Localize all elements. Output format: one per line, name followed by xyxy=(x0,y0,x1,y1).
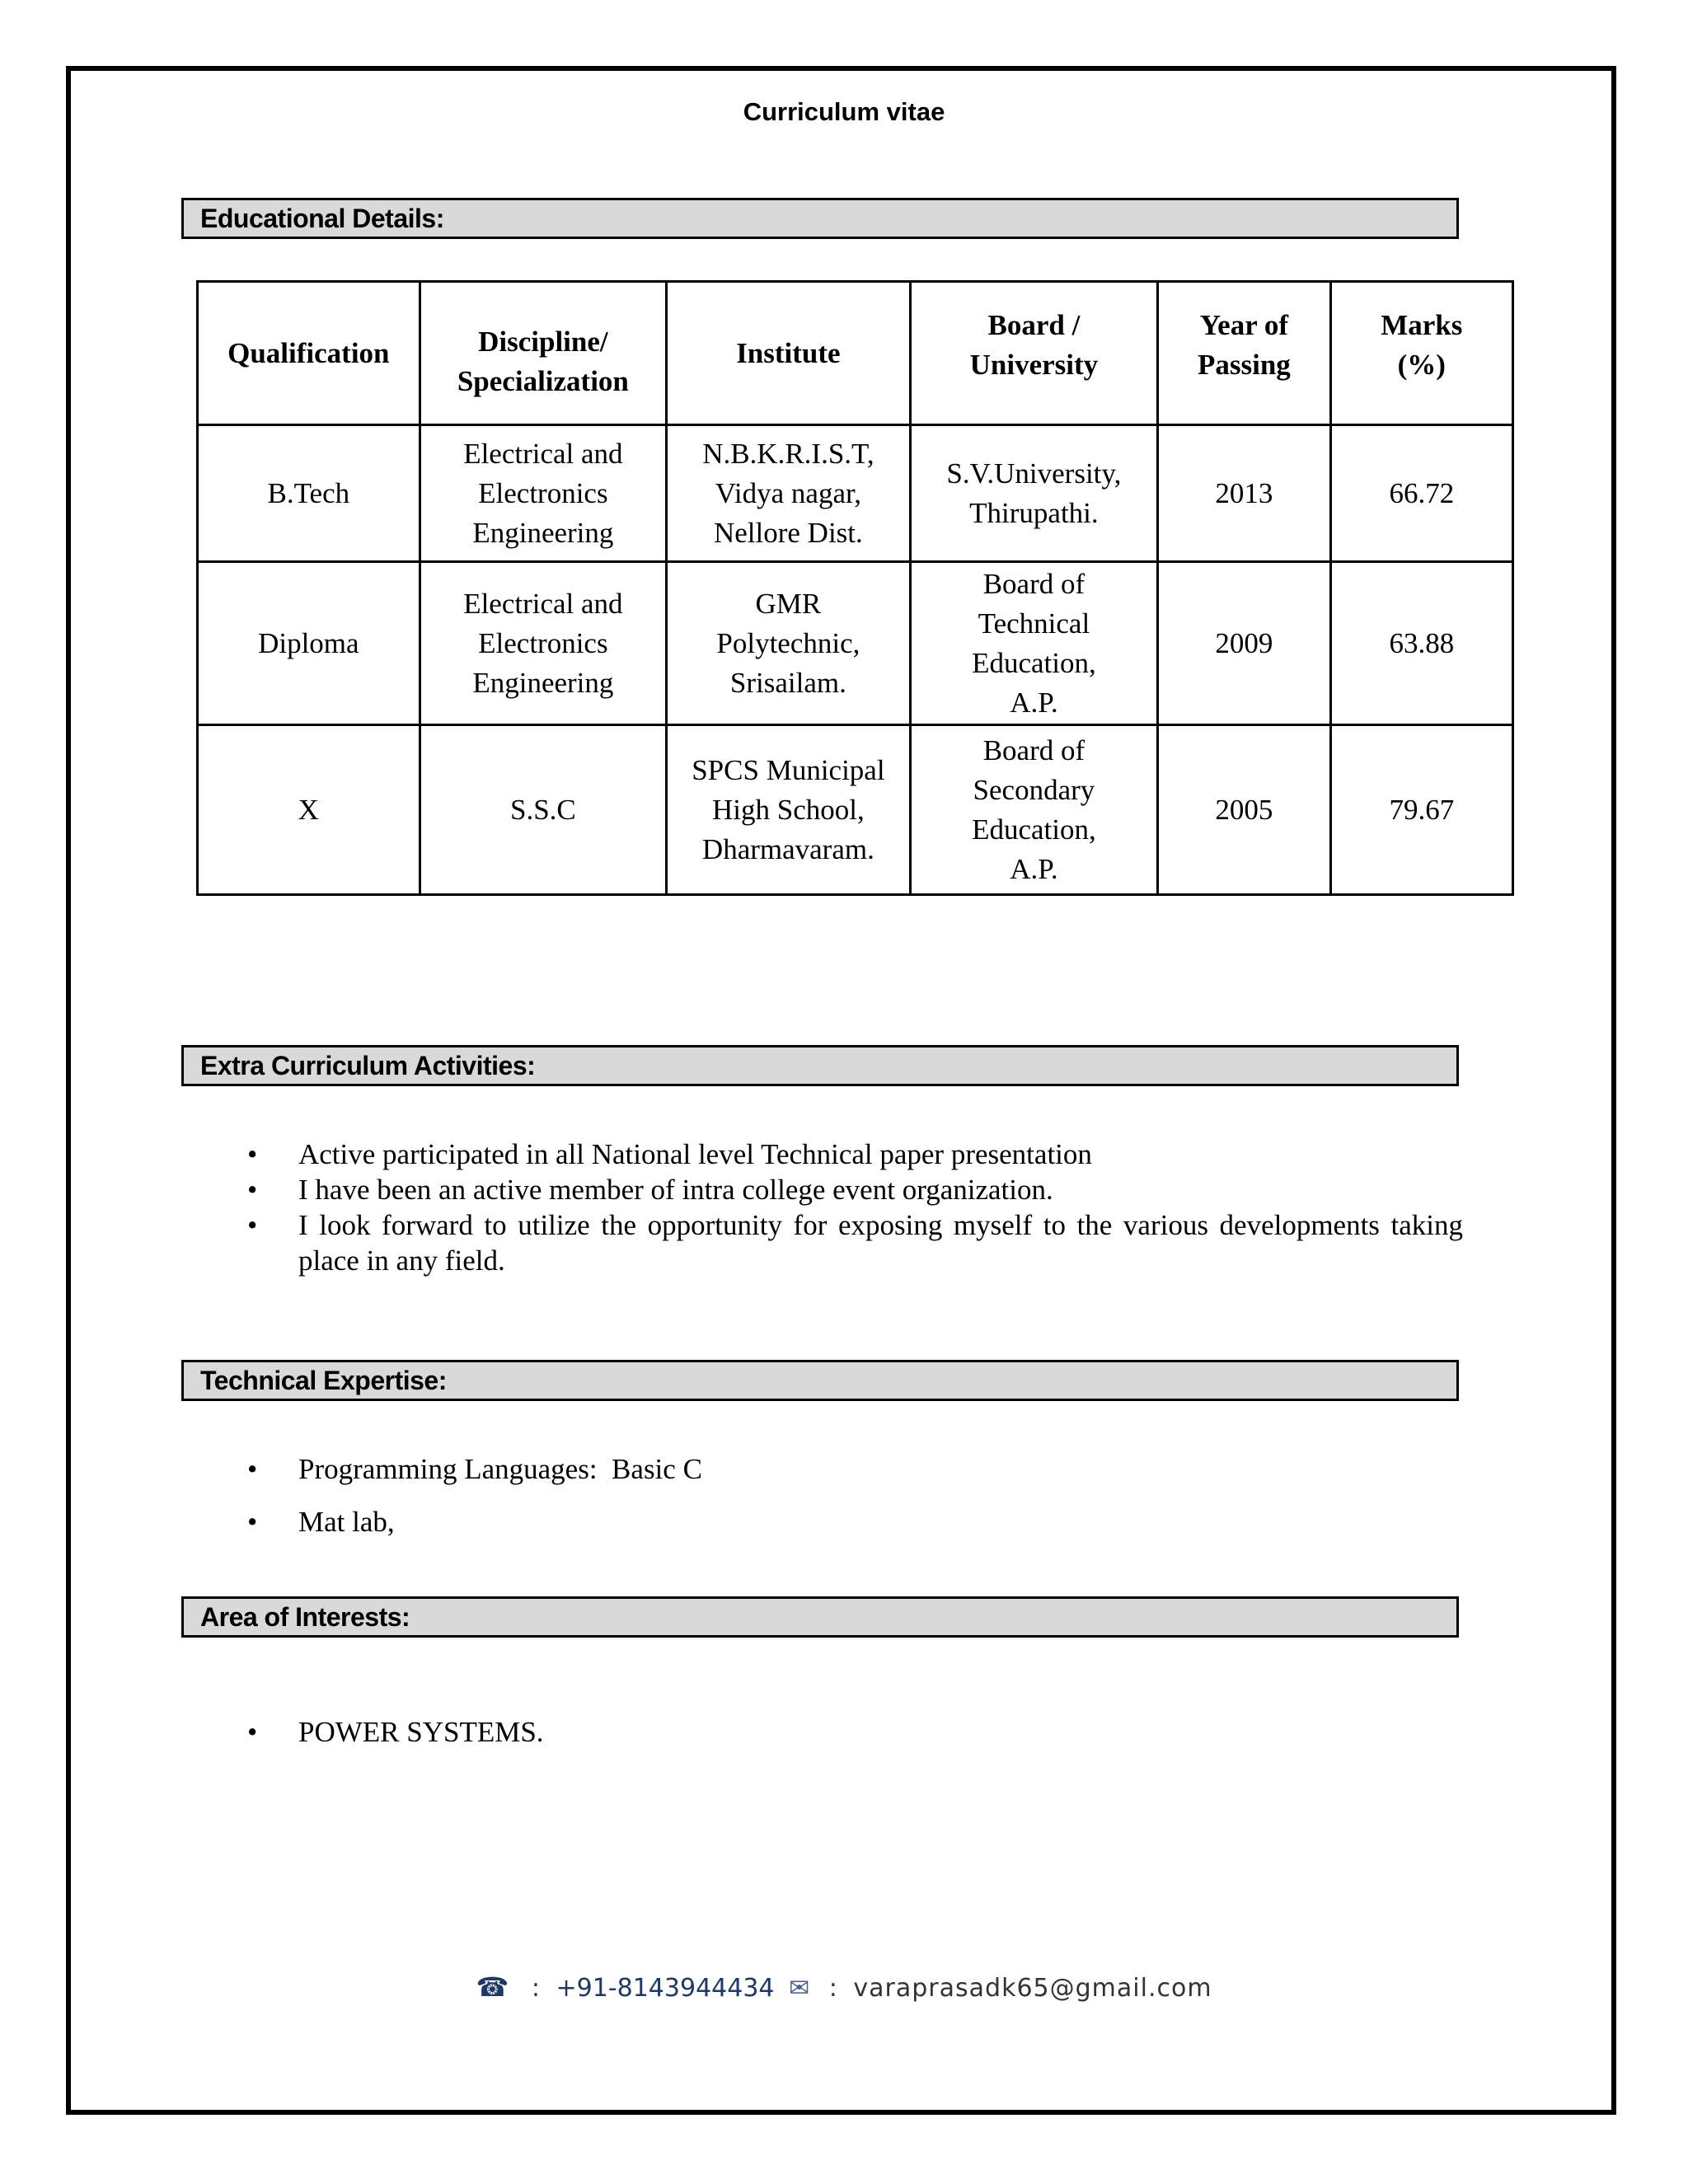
cell-marks: 63.88 xyxy=(1330,562,1512,725)
separator: : xyxy=(828,1974,837,2003)
cell-institute: GMR Polytechnic, Srisailam. xyxy=(667,562,911,725)
cell-year: 2013 xyxy=(1158,425,1330,562)
technical-expertise-list xyxy=(247,1451,1463,1557)
list-item: • Mat lab, xyxy=(247,1506,395,1538)
cell-qualification: Diploma xyxy=(198,562,420,725)
phone-number[interactable]: +91-8143944434 xyxy=(556,1974,775,2003)
header-board: Board / University xyxy=(910,282,1158,425)
section-header-education: Educational Details: xyxy=(181,198,1459,239)
list-item: • Active participated in all National level Technical paper presentation xyxy=(247,1138,1092,1170)
table-row xyxy=(198,562,1513,725)
header-institute: Institute xyxy=(667,282,911,425)
table-header-row xyxy=(198,282,1513,425)
bullet-icon: • xyxy=(247,1174,258,1206)
cell-year: 2005 xyxy=(1158,725,1330,895)
bullet-icon: • xyxy=(247,1506,258,1538)
bullet-icon: • xyxy=(247,1138,258,1170)
email-link[interactable]: varaprasadk65@gmail.com xyxy=(853,1974,1212,2003)
list-item: • POWER SYSTEMS. xyxy=(247,1716,544,1748)
cell-year: 2009 xyxy=(1158,562,1330,725)
cell-board: S.V.University, Thirupathi. xyxy=(910,425,1158,562)
list-item: • I have been an active member of intra college event organization. xyxy=(247,1174,1053,1206)
section-header-extra-activities: Extra Curriculum Activities: xyxy=(181,1045,1459,1086)
table-row xyxy=(198,425,1513,562)
bullet-icon: • xyxy=(247,1453,258,1485)
cell-board: Board of Secondary Education, A.P. xyxy=(910,725,1158,895)
cell-qualification: X xyxy=(198,725,420,895)
extra-activities-list xyxy=(247,1137,1463,1278)
section-header-interests: Area of Interests: xyxy=(181,1596,1459,1638)
bullet-icon: • xyxy=(247,1209,258,1241)
cell-discipline: S.S.C xyxy=(420,725,667,895)
page-title: Curriculum vitae xyxy=(743,97,945,126)
cell-discipline: Electrical and Electronics Engineering xyxy=(420,562,667,725)
section-header-technical: Technical Expertise: xyxy=(181,1360,1459,1401)
interests-list xyxy=(247,1714,1463,1750)
bullet-icon: • xyxy=(247,1716,258,1748)
header-marks: Marks (%) xyxy=(1330,282,1512,425)
mail-icon: ✉ xyxy=(789,1974,810,2003)
cell-board: Board of Technical Education, A.P. xyxy=(910,562,1158,725)
header-discipline: Discipline/ Specialization xyxy=(420,282,667,425)
cell-institute: N.B.K.R.I.S.T, Vidya nagar, Nellore Dist. xyxy=(667,425,911,562)
education-table xyxy=(196,280,1514,896)
list-item: • Programming Languages: Basic C xyxy=(247,1453,702,1485)
phone-icon: ☎ xyxy=(476,1971,509,2003)
header-year: Year of Passing xyxy=(1158,282,1330,425)
separator: : xyxy=(531,1974,540,2003)
cell-marks: 79.67 xyxy=(1330,725,1512,895)
cell-qualification: B.Tech xyxy=(198,425,420,562)
table-row xyxy=(198,725,1513,895)
header-qualification: Qualification xyxy=(198,282,420,425)
contact-footer xyxy=(0,1971,1688,2003)
cell-discipline: Electrical and Electronics Engineering xyxy=(420,425,667,562)
cell-institute: SPCS Municipal High School, Dharmavaram. xyxy=(667,725,911,895)
list-item: • I look forward to utilize the opportunity for exposing myself to the various developments taking place in any field. xyxy=(247,1209,1463,1277)
cell-marks: 66.72 xyxy=(1330,425,1512,562)
